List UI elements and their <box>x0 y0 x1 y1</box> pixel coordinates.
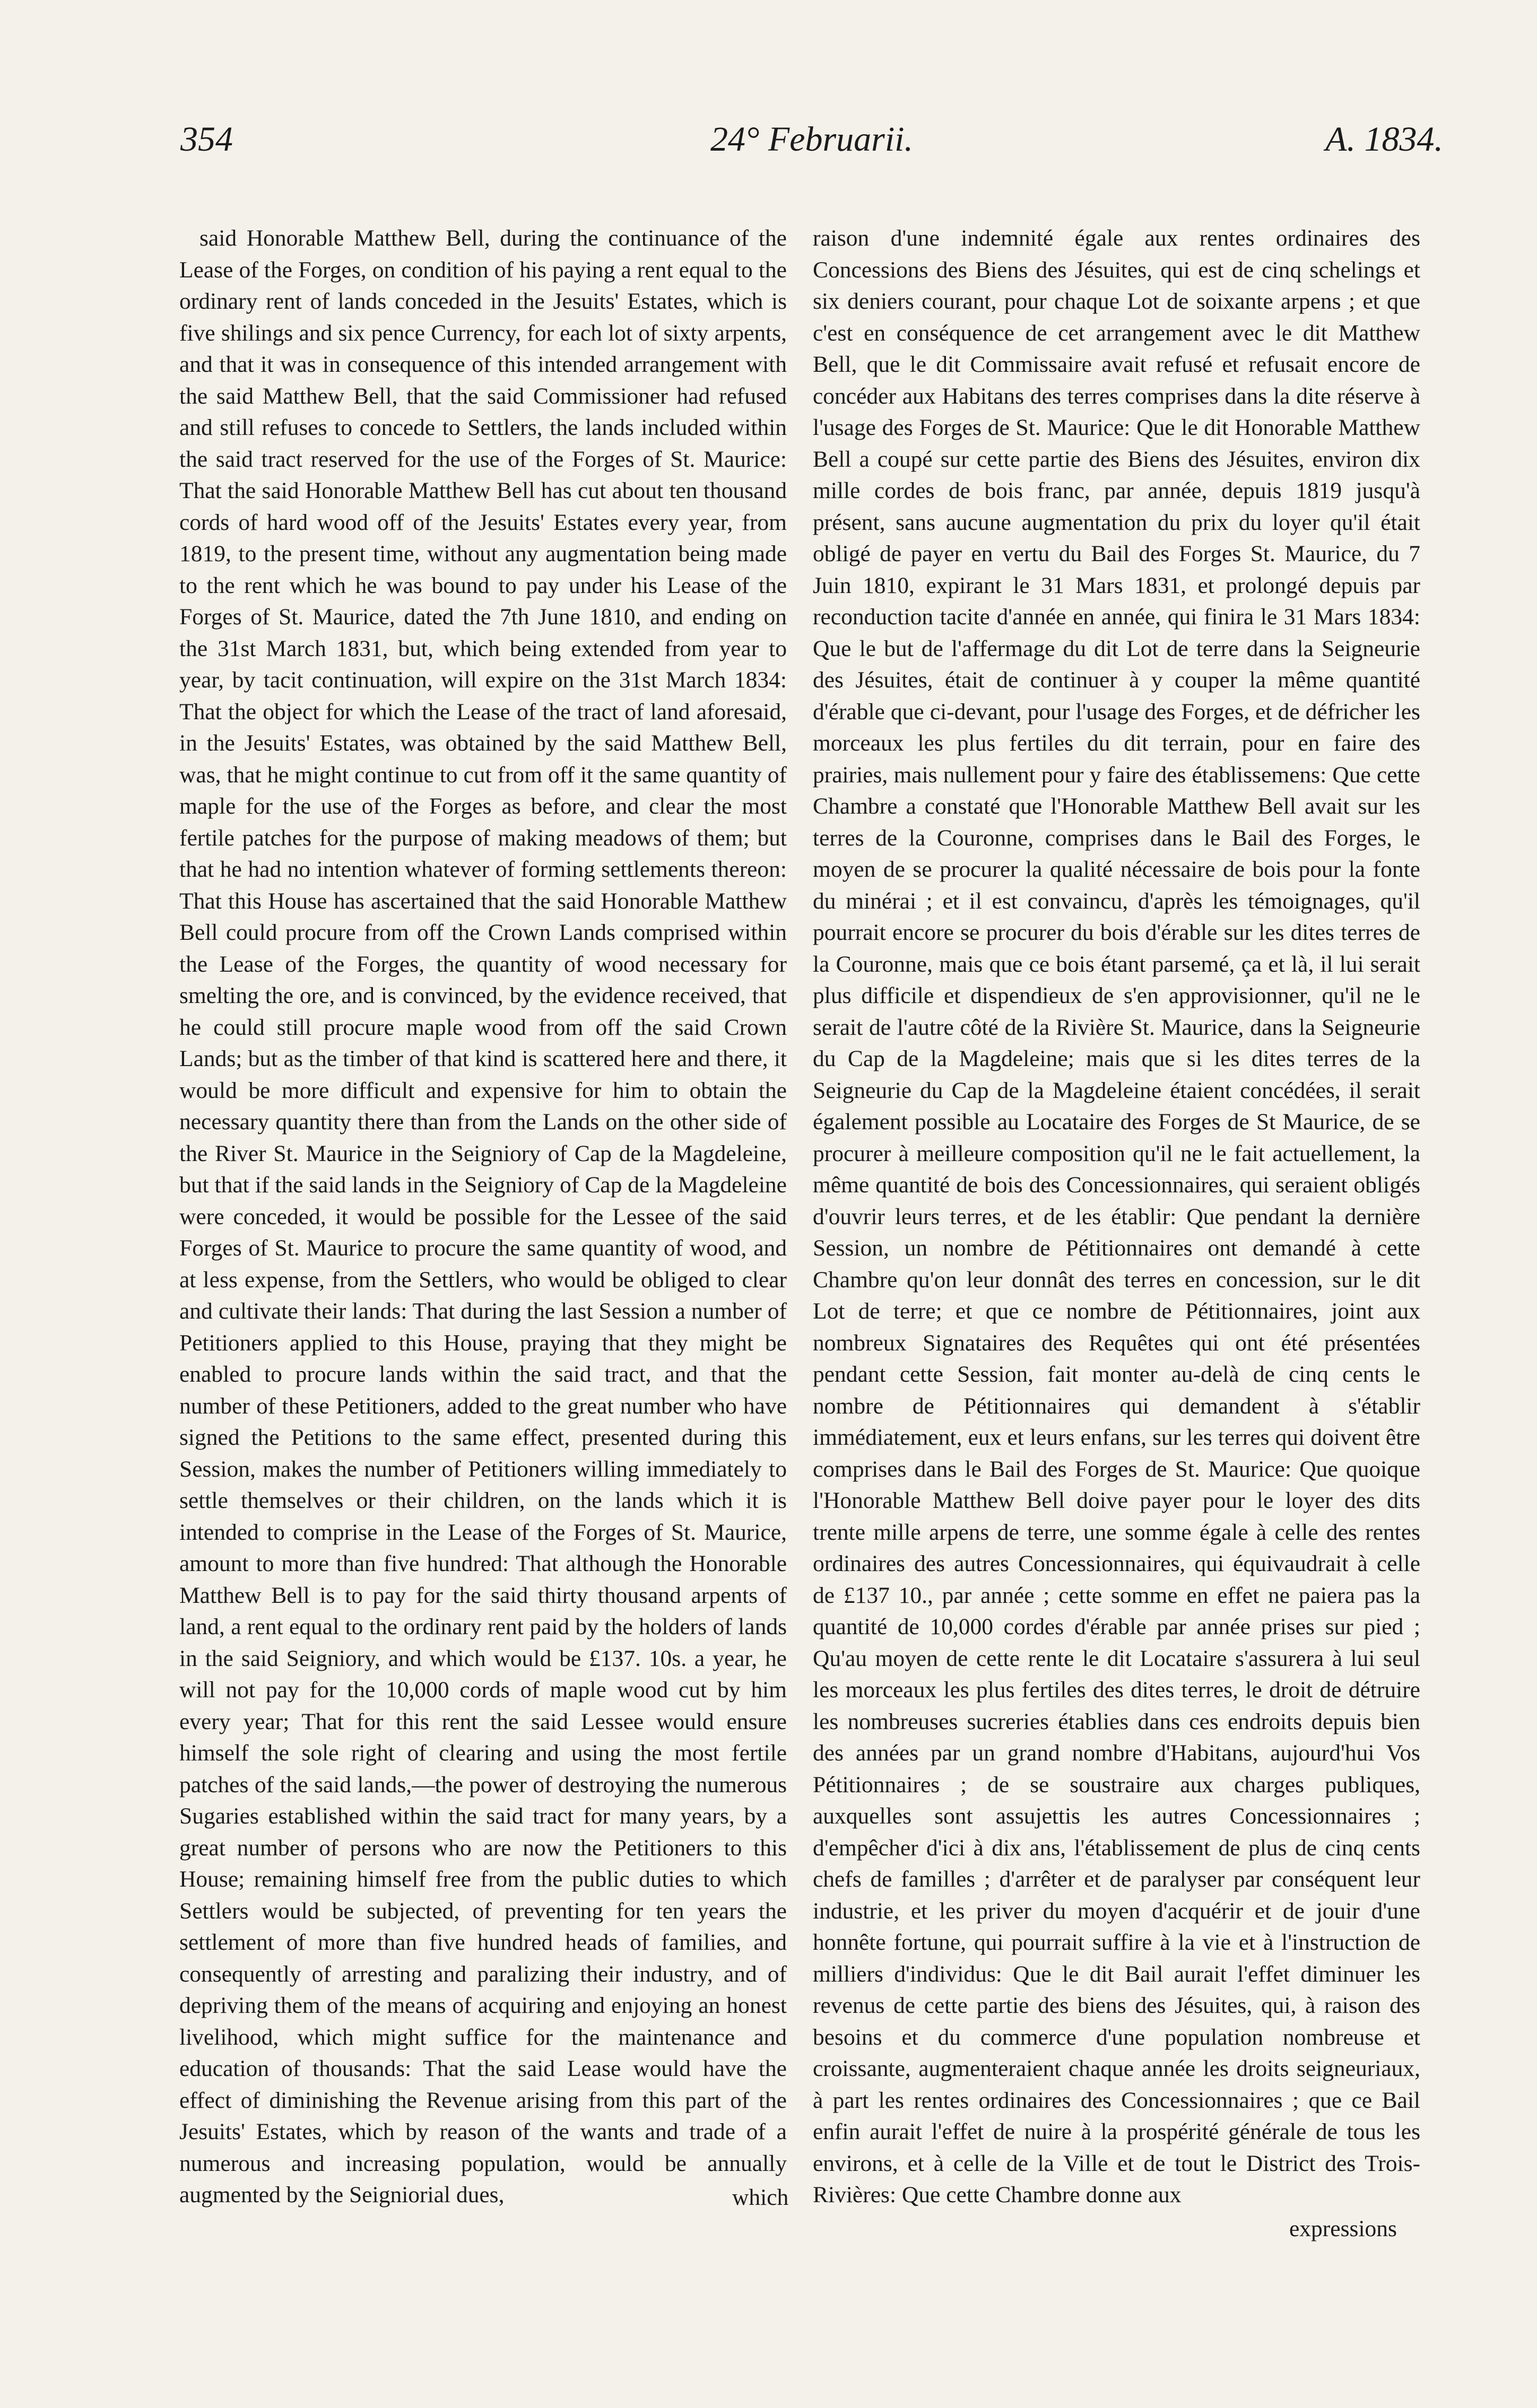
right-column-french <box>813 223 1420 2211</box>
left-column-english <box>179 223 787 2211</box>
right-column-text: raison d'une indemnité égale aux rentes ordinaires des Concessions des Biens des Jésuites, qui est de cinq schelings et six deniers courant, pour chaque Lot de soixante arpens ; et que c'est en conséquence de cet arrangement avec le dit Matthew Bell, que le dit Commissaire avait refusé et refusait encore de concéder aux Habitans des terres comprises dans la dite réserve à l'usage des Forges de St. Maurice: Que le dit Honorable Matthew Bell a coupé sur cette partie des Biens des Jésuites, environ dix mille cordes de bois franc, par année, depuis 1819 jusqu'à présent, sans aucune augmentation du prix du loyer qu'il était obligé de payer en vertu du Bail des Forges St. Maurice, du 7 Juin 1810, expirant le 31 Mars 1831, et prolongé depuis par reconduction tacite d'année en année, qui finira le 31 Mars 1834: Que le but de l'affermage du dit Lot de terre dans la Seigneurie des Jésuites, était de continuer à y couper la même quantité d'érable que ci-devant, pour l'usage des Forges, et de défricher les morceaux les plus fertiles du dit terrain, pour en faire des prairies, mais nullement pour y faire des établissemens: Que cette Chambre a constaté que l'Honorable Matthew Bell avait sur les terres de la Couronne, comprises dans le Bail des Forges, le moyen de se procurer la qualité nécessaire de bois pour la fonte du minérai ; et il est convaincu, d'après les témoignages, qu'il pourrait encore se procurer du bois d'érable sur les dites terres de la Couronne, mais que ce bois étant parsemé, ça et là, il lui serait plus difficile et dispendieux de s'en approvisionner, qu'il ne le serait de l'autre côté de la Rivière St. Maurice, dans la Seigneurie du Cap de la Magdeleine; mais que si les dites terres de la Seigneurie du Cap de la Magdeleine étaient concédées, il serait également possible au Locataire des Forges de St Maurice, de se procurer à meilleure composition qu'il ne le fait actuellement, la même quantité de bois des Concessionnaires, qui seraient obligés d'ouvrir leurs terres, et de les établir: Que pendant la dernière Session, un nombre de Pétitionnaires ont demandé à cette Chambre qu'on leur donnât des terres en concession, sur le dit Lot de terre; et que ce nombre de Pétitionnaires, joint aux nombreux Signataires des Requêtes qui ont été présentées pendant cette Session, fait monter au-delà de cinq cents le nombre de Pétitionnaires qui demandent à s'établir immédiatement, eux et leurs enfans, sur les terres qui doivent être comprises dans le Bail des Forges de St. Maurice: Que quoique l'Honorable Matthew Bell doive payer pour le loyer des dits trente mille arpens de terre, une somme égale à celle des rentes ordinaires des autres Concessionnaires, qui équivaudrait à celle de £137 10., par année ; cette somme en effet ne paiera pas la quantité de 10,000 cordes d'érable par année prises sur pied ; Qu'au moyen de cette rente le dit Locataire s'assurera à lui seul les morceaux les plus fertiles des dites terres, le droit de détruire les nombreuses sucreries établies dans ces endroits depuis bien des années par un grand nombre d'Habitans, aujourd'hui Vos Pétitionnaires ; de se soustraire aux charges publiques, auxquelles sont assujettis les autres Concessionnaires ; d'empêcher d'ici à dix ans, l'établissement de plus de cinq cents chefs de familles ; d'arrêter et de paralyser par conséquent leur industrie, et les priver du moyen d'acquérir et de jouir d'une honnête fortune, qui pourrait suffire à la vie et à l'instruction de milliers d'individus: Que le dit Bail aurait l'effet diminuer les revenus de cette partie des biens des Jésuites, qui, à raison des besoins et du commerce d'une population nombreuse et croissante, augmenteraient chaque année les droits seigneuriaux, à part les rentes ordinaires des Concessionnaires ; que ce Bail enfin aurait l'effet de nuire à la prospérité générale de tous les environs, et à celle de la Ville et de tout le District des Trois-Rivières: Que cette Chambre donne aux <box>813 225 1420 2208</box>
left-column-text: said Honorable Matthew Bell, during the continuance of the Lease of the Forges, on condition of his paying a rent equal to the ordinary rent of lands conceded in the Jesuits' Estates, which is five shilings and six pence Currency, for each lot of sixty arpents, and that it was in consequence of this intended arrangement with the said Matthew Bell, that the said Commissioner had refused and still refuses to concede to Settlers, the lands included within the said tract reserved for the use of the Forges of St. Maurice: That the said Honorable Matthew Bell has cut about ten thousand cords of hard wood off of the Jesuits' Estates every year, from 1819, to the present time, without any augmentation being made to the rent which he was bound to pay under his Lease of the Forges of St. Maurice, dated the 7th June 1810, and ending on the 31st March 1831, but, which being extended from year to year, by tacit continuation, will expire on the 31st March 1834: That the object for which the Lease of the tract of land aforesaid, in the Jesuits' Estates, was obtained by the said Matthew Bell, was, that he might continue to cut from off it the same quantity of maple for the use of the Forges as before, and clear the most fertile patches for the purpose of making meadows of them; but that he had no intention whatever of forming settlements thereon: That this House has ascertained that the said Honorable Matthew Bell could procure from off the Crown Lands comprised within the Lease of the Forges, the quantity of wood necessary for smelting the ore, and is convinced, by the evidence received, that he could still procure maple wood from off the said Crown Lands; but as the timber of that kind is scattered here and there, it would be more difficult and expensive for him to obtain the necessary quantity there than from the Lands on the other side of the River St. Maurice in the Seigniory of Cap de la Magdeleine, but that if the said lands in the Seigniory of Cap de la Magdeleine were conceded, it would be possible for the Lessee of the said Forges of St. Maurice to procure the same quantity of wood, and at less expense, from the Settlers, who would be obliged to clear and cultivate their lands: That during the last Session a number of Petitioners applied to this House, praying that they might be enabled to procure lands within the said tract, and that the number of these Petitioners, added to the great number who have signed the Petitions to the same effect, presented during this Session, makes the number of Petitioners willing immediately to settle themselves or their children, on the lands which it is intended to comprise in the Lease of the Forges of St. Maurice, amount to more than five hundred: That although the Honorable Matthew Bell is to pay for the said thirty thousand arpents of land, a rent equal to the ordinary rent paid by the holders of lands in the said Seigniory, and which would be £137. 10s. a year, he will not pay for the 10,000 cords of maple wood cut by him every year; That for this rent the said Lessee would ensure himself the sole right of clearing and using the most fertile patches of the said lands,—the power of destroying the numerous Sugaries established within the said tract for many years, by a great number of persons who are now the Petitioners to this House; remaining himself free from the public duties to which Settlers would be subjected, of preventing for ten years the settlement of more than five hundred heads of families, and consequently of arresting and paralizing their industry, and of depriving them of the means of acquiring and enjoying an honest livelihood, which might suffice for the maintenance and education of thousands: That the said Lease would have the effect of diminishing the Revenue arising from this part of the Jesuits' Estates, which by reason of the wants and trade of a numerous and increasing population, would be annually augmented by the Seigniorial dues, <box>179 225 787 2208</box>
page-number: 354 <box>180 120 233 159</box>
right-catchword: expressions <box>1289 2216 1397 2241</box>
left-catchword: which <box>732 2185 789 2210</box>
header-year: A. 1834. <box>1325 120 1443 159</box>
header-date: 24° Februarii. <box>710 120 914 159</box>
running-header <box>180 119 1443 183</box>
